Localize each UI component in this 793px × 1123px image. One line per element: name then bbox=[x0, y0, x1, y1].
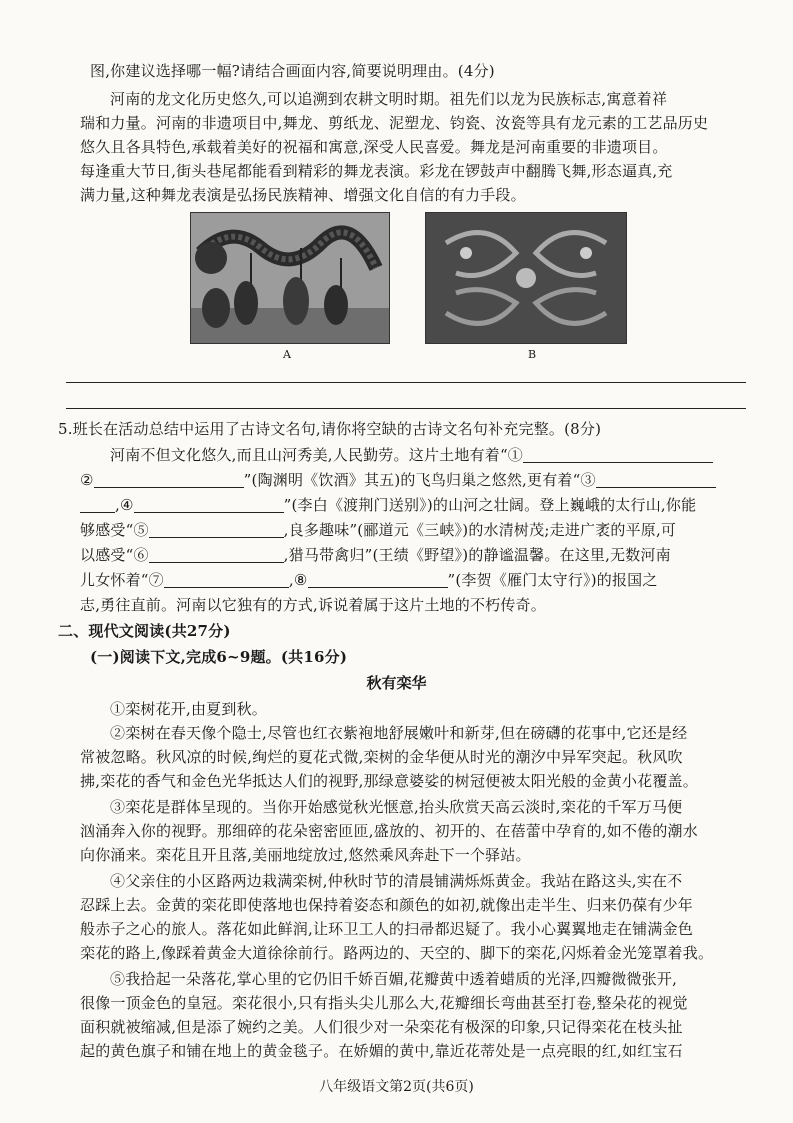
q5-line: 志,勇往直前。河南以它独有的方式,诉说着属于这片土地的不朽传奇。 bbox=[80, 596, 546, 614]
figure-a-dragon-dance-image bbox=[190, 212, 390, 344]
blank-5[interactable] bbox=[149, 521, 284, 538]
q5-line: ② ”(陶渊明《饮酒》其五)的飞鸟归巢之悠然,更有着“③ bbox=[80, 469, 716, 491]
page-footer: 八年级语文第2页(共6页) bbox=[319, 1079, 474, 1095]
blank-6[interactable] bbox=[149, 546, 284, 563]
article-paragraph: ④父亲住的小区路两边栽满栾树,仲秋时节的清晨铺满烁烁黄金。我站在路这头,实在不 bbox=[110, 872, 683, 890]
article-paragraph: 向你涌来。栾花且开且落,美丽地绽放过,悠然乘风奔赴下一个驿站。 bbox=[80, 846, 531, 864]
q5-line: ,④ ”(李白《渡荆门送别》)的山河之壮阔。登上巍峨的太行山,你能 bbox=[80, 494, 696, 516]
article-paragraph: ①栾树花开,由夏到秋。 bbox=[110, 700, 267, 718]
q5-heading: 5.班长在活动总结中运用了古诗文名句,请你将空缺的古诗文名句补充完整。(8分) bbox=[58, 420, 602, 438]
q5-line: 够感受“⑤ ,良多趣味”(郦道元《三峡》)的水清树茂;走进广袤的平原,可 bbox=[80, 521, 677, 539]
q4-para-line: 每逢重大节日,街头巷尾都能看到精彩的舞龙表演。彩龙在锣鼓声中翻腾飞舞,形态逼真,充 bbox=[80, 162, 673, 180]
article-paragraph: 般赤子之心的旅人。落花如此鲜润,让环卫工人的扫帚都迟疑了。我小心翼翼地走在铺满金色 bbox=[80, 920, 693, 938]
article-paragraph: 很像一顶金色的皇冠。栾花很小,只有指头尖儿那么大,花瓣细长弯曲甚至打卷,整朵花的视觉 bbox=[80, 994, 688, 1012]
article-paragraph: 常被忽略。秋风凉的时候,绚烂的夏花式微,栾树的金华便从时光的潮汐中异军突起。秋风吹 bbox=[80, 748, 683, 766]
q4-para-line: 河南的龙文化历史悠久,可以追溯到农耕文明时期。祖先们以龙为民族标志,寓意着祥 bbox=[110, 90, 668, 108]
blank-3-cont[interactable] bbox=[80, 496, 115, 513]
article-paragraph: 拂,栾花的香气和金色光华抵达人们的视野,那绿意婆娑的树冠便被太阳光般的金黄小花覆盖。 bbox=[80, 772, 698, 790]
blank-1[interactable] bbox=[523, 446, 713, 463]
q4-para-line: 悠久且各具特色,承载着美好的祝福和寓意,深受人民喜爱。舞龙是河南重要的非遗项目。 bbox=[80, 138, 668, 156]
blank-3[interactable] bbox=[596, 471, 716, 488]
article-paragraph: 汹涌奔入你的视野。那细碎的花朵密密匝匝,盛放的、初开的、在蓓蕾中孕育的,如不倦的潮水 bbox=[80, 822, 698, 840]
answer-line[interactable] bbox=[66, 408, 746, 409]
figure-b-dragon-relief-image bbox=[425, 212, 627, 344]
article-paragraph: ③栾花是群体呈现的。当你开始感觉秋光惬意,抬头欣赏天高云淡时,栾花的千军万马便 bbox=[110, 798, 683, 816]
blank-8[interactable] bbox=[308, 571, 448, 588]
blank-7[interactable] bbox=[164, 571, 289, 588]
article-paragraph: 面积就被缩减,但是添了婉约之美。人们很少对一朵栾花有极深的印象,只记得栾花在枝头扯 bbox=[80, 1018, 683, 1036]
article-paragraph: 忍踩上去。金黄的栾花即使落地也保持着姿态和颜色的如初,就像出走半生、归来仍葆有少年 bbox=[80, 896, 693, 914]
article-paragraph: 起的黄色旗子和铺在地上的黄金毯子。在娇媚的黄中,靠近花蒂处是一点亮眼的红,如红宝石 bbox=[80, 1042, 683, 1060]
blank-4[interactable] bbox=[134, 496, 284, 513]
section-heading: 二、现代文阅读(共27分) bbox=[58, 622, 231, 640]
q5-line: 河南不但文化悠久,而且山河秀美,人民勤劳。这片土地有着“① bbox=[110, 444, 713, 466]
q4-intro: 图,你建议选择哪一幅?请结合画面内容,简要说明理由。(4分) bbox=[90, 62, 495, 80]
figure-b-caption: B bbox=[528, 348, 537, 361]
q5-line: 以感受“⑥ ,猎马带禽归”(王绩《野望》)的静谧温馨。在这里,无数河南 bbox=[80, 546, 671, 564]
article-title: 秋有栾华 bbox=[366, 674, 427, 692]
article-paragraph: ②栾树在春天像个隐士,尽管也红衣紫袍地舒展嫩叶和新芽,但在磅礴的花事中,它还是经 bbox=[110, 724, 688, 742]
blank-2[interactable] bbox=[94, 471, 244, 488]
article-paragraph: ⑤我拾起一朵落花,掌心里的它仍旧千娇百媚,花瓣黄中透着蜡质的光泽,四瓣微微张开, bbox=[110, 970, 678, 988]
q4-para-line: 瑞和力量。河南的非遗项目中,舞龙、剪纸龙、泥塑龙、钧瓷、汝瓷等具有龙元素的工艺品历史 bbox=[80, 114, 709, 132]
figure-a-caption: A bbox=[283, 348, 291, 361]
subsection-heading: (一)阅读下文,完成6~9题。(共16分) bbox=[90, 648, 348, 666]
q5-line: 儿女怀着“⑦ ,⑧ ”(李贺《雁门太守行》)的报国之 bbox=[80, 571, 658, 589]
answer-line[interactable] bbox=[66, 382, 746, 383]
q4-para-line: 满力量,这种舞龙表演是弘扬民族精神、增强文化自信的有力手段。 bbox=[80, 186, 526, 204]
article-paragraph: 栾花的路上,像踩着黄金大道徐徐前行。路两边的、天空的、脚下的栾花,闪烁着金光笼罩着我。 bbox=[80, 944, 714, 962]
